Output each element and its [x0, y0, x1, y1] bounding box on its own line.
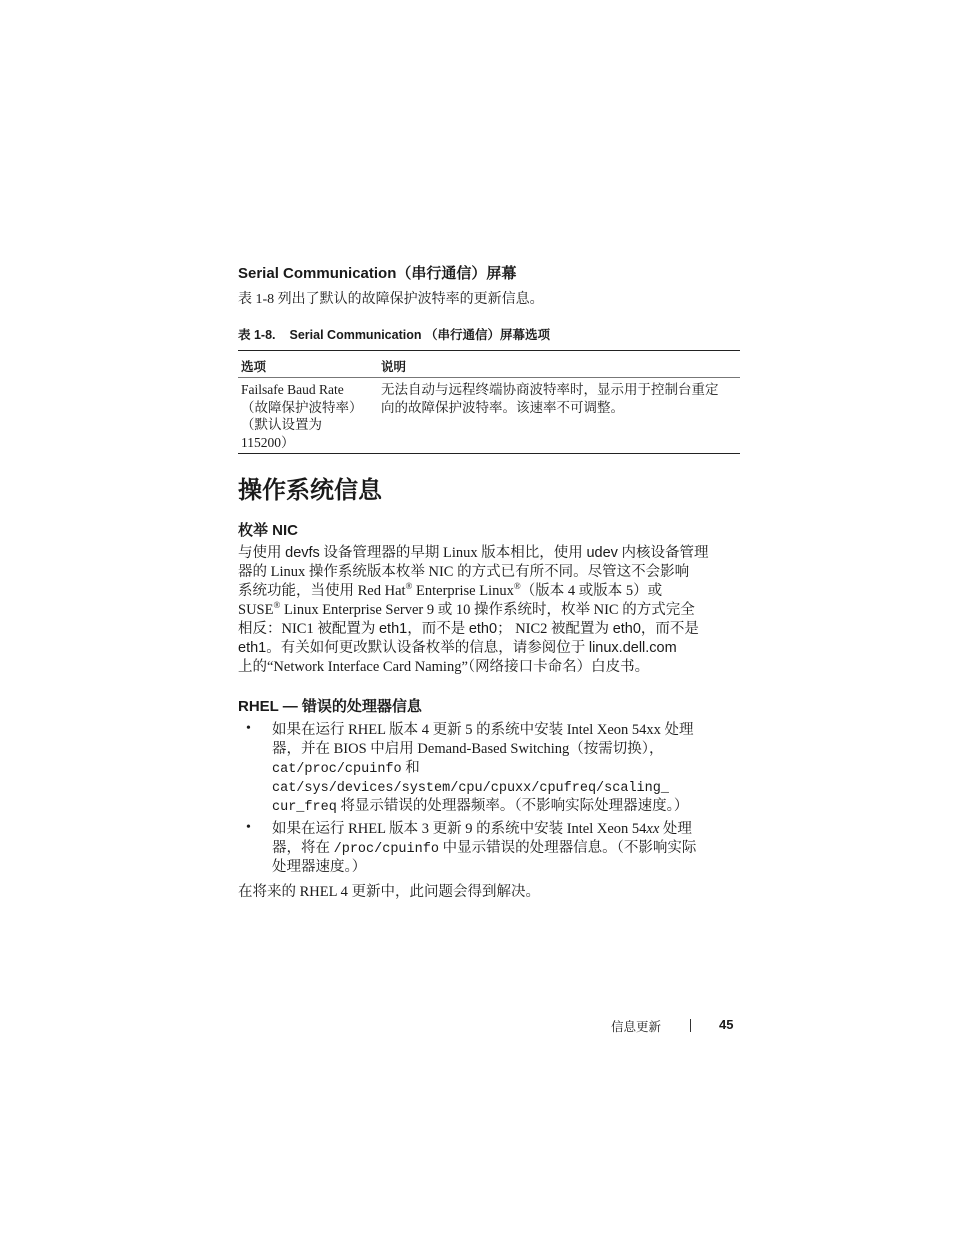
- description-line: 无法自动与远程终端协商波特率时，显示用于控制台重定: [381, 382, 719, 397]
- text: 上的“Network Interface Card Naming”（网络接口卡命名）白皮书。: [238, 659, 650, 675]
- list-item: [272, 820, 740, 877]
- section-heading-os: 操作系统信息: [238, 477, 382, 504]
- footer-separator: [690, 1019, 691, 1032]
- table-caption: [238, 325, 550, 343]
- text: ，而不是: [407, 621, 469, 637]
- option-line: Failsafe Baud Rate: [241, 382, 344, 397]
- subheading-rhel: RHEL — 错误的处理器信息: [238, 698, 422, 715]
- eth1-term: eth1: [378, 621, 408, 637]
- text: xx: [646, 821, 660, 837]
- text: 如果在运行 RHEL 版本 3 更新 9 的系统中安装 Intel Xeon 54: [272, 821, 647, 837]
- table-header-description: 说明: [381, 360, 407, 374]
- text: 将显示错误的处理器频率。（不影响实际处理器速度。）: [336, 798, 689, 814]
- table-caption-number: 表 1-8.: [238, 328, 276, 342]
- code-scaling-path: cat/sys/devices/system/cpu/cpuxx/cpufreq/scaling_: [272, 781, 669, 796]
- list-item: [272, 721, 740, 816]
- section-heading-serial: Serial Communication（串行通信）屏幕: [238, 265, 517, 282]
- devfs-term: devfs: [285, 545, 320, 561]
- text: Enterprise Linux: [412, 583, 514, 599]
- dell-linux-link[interactable]: linux.dell.com: [588, 640, 677, 656]
- text: 中显示错误的处理器信息。（不影响实际: [438, 840, 697, 856]
- option-line: （默认设置为: [241, 417, 322, 432]
- table-caption-title: Serial Communication （串行通信）屏幕选项: [289, 328, 550, 342]
- bullet-marker: •: [246, 721, 251, 736]
- intro-text: 表 1-8 列出了默认的故障保护波特率的更新信息。: [238, 292, 544, 307]
- text: 设备管理器的早期 Linux 版本相比，使用: [319, 545, 587, 561]
- text: 处理器速度。）: [272, 859, 367, 875]
- udev-term: udev: [586, 545, 618, 561]
- registered-mark: ®: [405, 581, 413, 591]
- text: 。有关如何更改默认设备枚举的信息，请参阅位于: [266, 640, 589, 656]
- text: 和: [401, 760, 420, 776]
- text: 器的 Linux 操作系统版本枚举 NIC 的方式已有所不同。尽管这不会影响: [238, 564, 690, 580]
- options-table: [238, 350, 740, 454]
- registered-mark: ®: [513, 581, 521, 591]
- table-cell-description: [381, 381, 737, 416]
- text: 如果在运行 RHEL 版本 4 更新 5 的系统中安装 Intel Xeon 54xx 处理: [272, 722, 694, 738]
- text: （版本 4 或版本 5）或: [520, 583, 663, 599]
- table-bottom-rule: [238, 453, 740, 454]
- bullet-marker: •: [246, 820, 251, 835]
- closing-text: [238, 883, 740, 902]
- text: 与使用: [238, 545, 286, 561]
- text: 内核设备管理: [617, 545, 709, 561]
- text: 处理: [659, 821, 692, 837]
- eth1-term: eth1: [238, 640, 267, 656]
- page-number: 45: [719, 1017, 734, 1032]
- text: ，而不是: [640, 621, 699, 637]
- table-cell-option: [241, 381, 376, 451]
- text: Linux Enterprise Server 9 或 10 操作系统时，枚举 NIC 的方式完全: [280, 602, 695, 618]
- description-line: 向的故障保护波特率。该速率不可调整。: [381, 399, 624, 415]
- eth0-term: eth0: [468, 621, 498, 637]
- option-line: （故障保护波特率）: [241, 399, 363, 415]
- table-header-option: 选项: [241, 360, 267, 374]
- text: 在将来的 RHEL 4 更新中，此问题会得到解决。: [238, 884, 540, 900]
- eth0-term: eth0: [612, 621, 641, 637]
- text: 相反：NIC1 被配置为: [238, 621, 379, 637]
- registered-mark: ®: [273, 600, 281, 610]
- table-row: [238, 378, 740, 453]
- code-proc-cpuinfo: /proc/cpuinfo: [333, 842, 439, 857]
- text: ； NIC2 被配置为: [497, 621, 613, 637]
- code-cur-freq: cur_freq: [272, 800, 337, 815]
- subheading-nic: 枚举 NIC: [238, 522, 299, 539]
- text: 器，并在 BIOS 中启用 Demand-Based Switching（按需切换），: [272, 741, 664, 757]
- text: 系统功能，当使用 Red Hat: [238, 583, 406, 599]
- option-line: 115200）: [241, 434, 295, 450]
- nic-paragraph: [238, 544, 740, 677]
- text: 器，将在: [272, 840, 334, 856]
- text: SUSE: [238, 602, 274, 618]
- footer-label: 信息更新: [611, 1020, 662, 1034]
- code-cpuinfo: cat/proc/cpuinfo: [272, 762, 402, 777]
- table-header-row: [238, 351, 740, 377]
